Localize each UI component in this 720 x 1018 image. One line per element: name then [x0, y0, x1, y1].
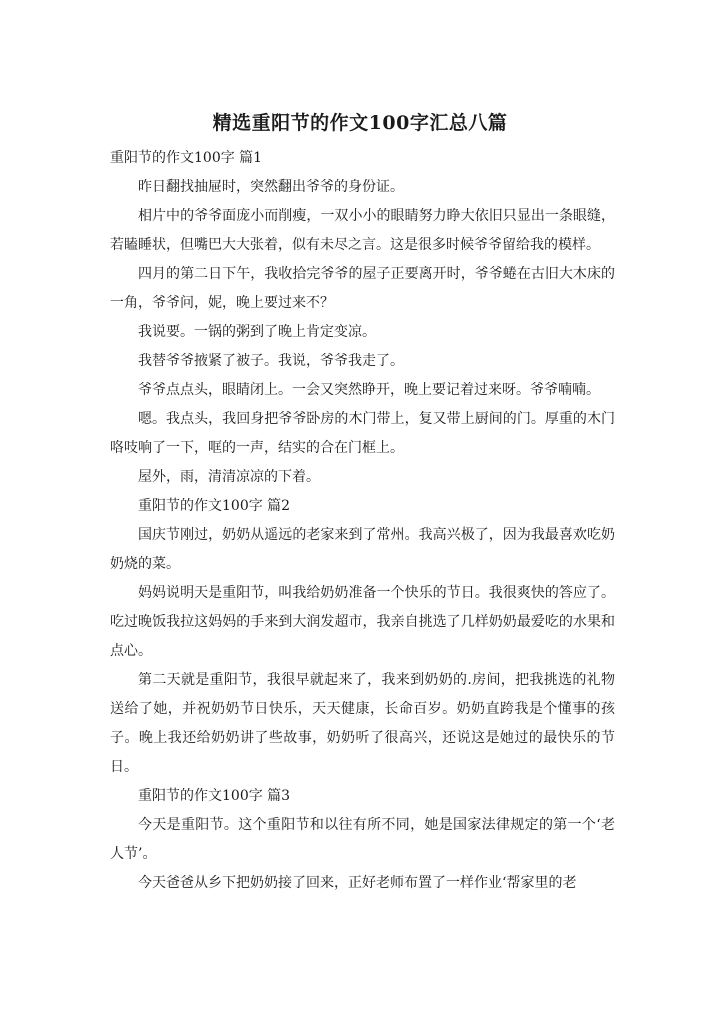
paragraph: 爷爷点点头，眼睛闭上。一会又突然睁开，晚上要记着过来呀。爷爷喃喃。	[138, 382, 600, 398]
paragraph: 昨日翻找抽屉时，突然翻出爷爷的身份证。	[138, 179, 404, 195]
paragraph: 四月的第二日下午，我收拾完爷爷的屋子正要离开时，爷爷蜷在古旧大木床的一角，爷爷问，妮，晚上要过来不？	[110, 266, 615, 311]
paragraph: 我替爷爷掖紧了被子。我说，爷爷我走了。	[138, 353, 404, 369]
section-heading: 重阳节的作文100字 篇1	[110, 150, 263, 166]
section-heading: 重阳节的作文100字 篇2	[138, 498, 291, 514]
paragraph: 第二天就是重阳节，我很早就起来了，我来到奶奶的.房间，把我挑选的礼物送给了她，并祝奶奶节日快乐，天天健康，长命百岁。奶奶直跨我是个懂事的孩子。晚上我还给奶奶讲了些故事，奶奶听了很高兴，还说这是她过的最快乐的节日。	[110, 672, 615, 775]
paragraph: 国庆节刚过，奶奶从遥远的老家来到了常州。我高兴极了，因为我最喜欢吃奶奶烧的菜。	[110, 527, 615, 572]
paragraph: 相片中的爷爷面庞小而削瘦，一双小小的眼睛努力睁大依旧只显出一条眼缝，若瞌睡状，但嘴巴大大张着，似有未尽之言。这是很多时候爷爷留给我的模样。	[110, 208, 615, 253]
paragraph: 妈妈说明天是重阳节，叫我给奶奶准备一个快乐的节日。我很爽快的答应了。吃过晚饭我拉这妈妈的手来到大润发超市，我亲自挑选了几样奶奶最爱吃的水果和点心。	[110, 585, 615, 659]
paragraph: 今天爸爸从乡下把奶奶接了回来，正好老师布置了一样作业‘帮家里的老	[138, 875, 577, 891]
paragraph: 今天是重阳节。这个重阳节和以往有所不同，她是国家法律规定的第一个‘老人节’。	[110, 817, 615, 862]
document-title: 精选重阳节的作文100字汇总八篇	[212, 112, 508, 134]
section-heading: 重阳节的作文100字 篇3	[138, 788, 291, 804]
paragraph: 我说要。一锅的粥到了晚上肯定变凉。	[138, 324, 376, 340]
paragraph: 嗯。我点头，我回身把爷爷卧房的木门带上，复又带上厨间的门。厚重的木门咯吱响了一下，哐的一声，结实的合在门框上。	[110, 411, 615, 456]
document-body	[110, 144, 615, 898]
paragraph: 屋外，雨，清清凉凉的下着。	[138, 469, 320, 485]
